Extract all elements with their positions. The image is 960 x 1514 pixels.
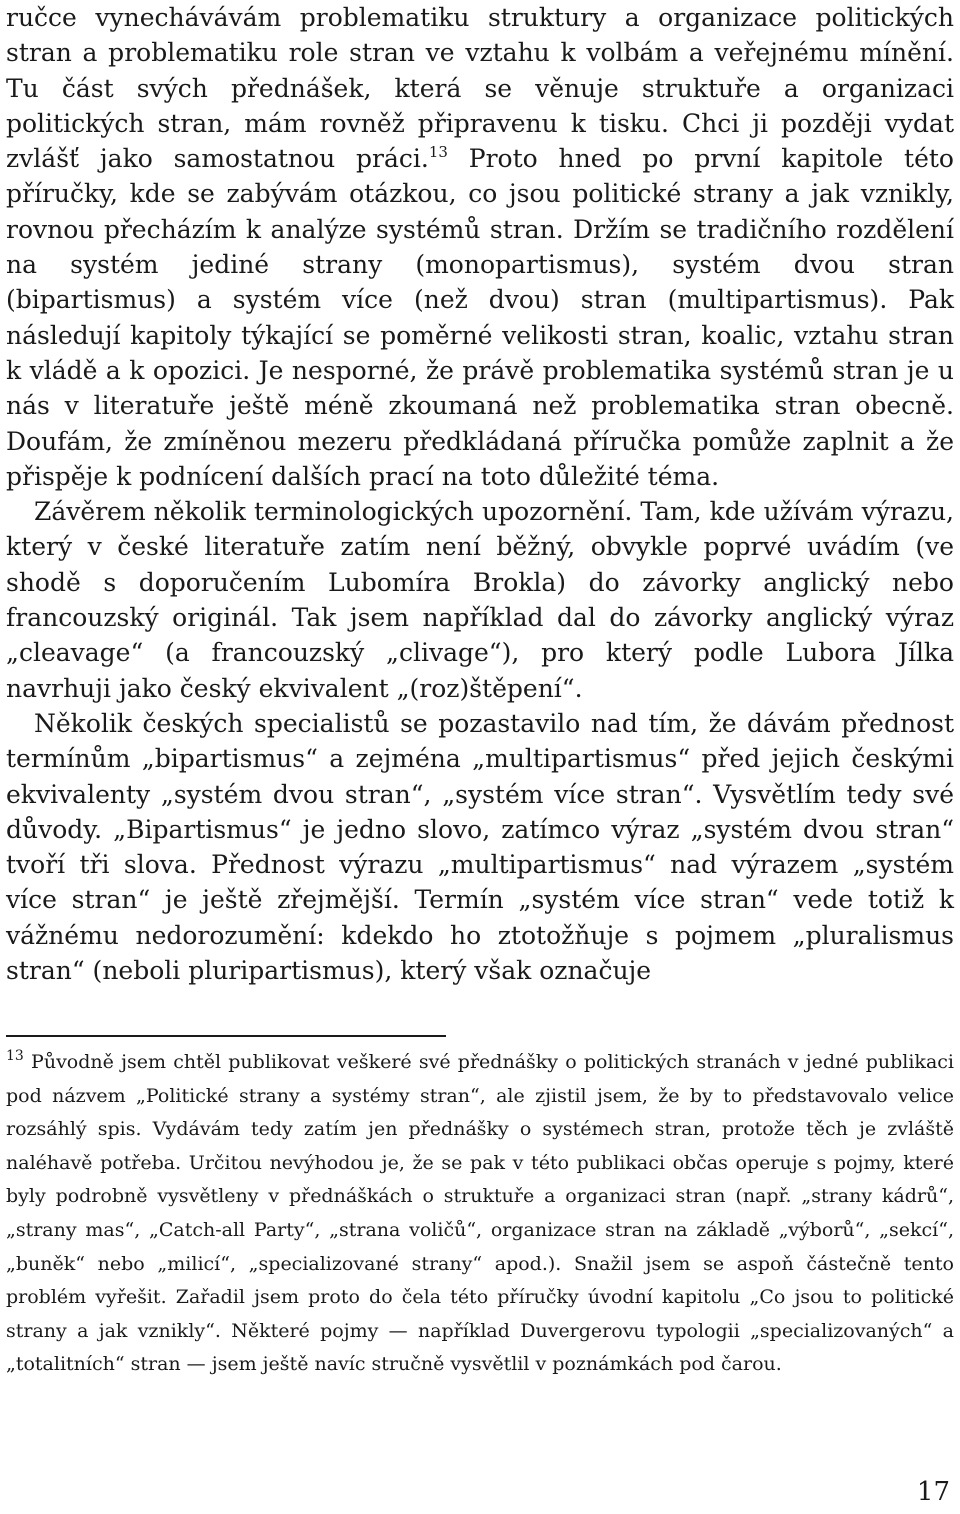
page-number: 17 [916, 1477, 950, 1507]
paragraph-3: Několik českých specialistů se pozastavilo nad tím, že dávám přednost termínům „bipartismus“ a zejména „multipartismus“ před jejich českými ekvivalenty „systém dvou stran“, „systém více stran“. Vysvětlím tedy své důvody. „Bipartismus“ je jedno slovo, zatímco výraz „systém dvou stran“ tvoří tři slova. Přednost výrazu „multipartismus“ nad výrazem „systém více stran“ je ještě zřejmější. Termín „systém více stran“ vede totiž k vážnému nedorozumění: kdekdo ho ztotožňuje s pojmem „pluralismus stran“ (neboli pluripartismus), který však označuje [6, 708, 954, 986]
main-text [6, 0, 954, 988]
paragraph-2: Závěrem několik terminologických upozornění. Tam, kde užívám výrazu, který v české literatuře zatím není běžný, obvykle poprvé uvádím (ve shodě s doporučením Lubomíra Brokla) do závorky anglický nebo francouzský originál. Tak jsem například dal do závorky anglický výraz „cleavage“ (a francouzský „clivage“), pro který podle Lubora Jílka navrhuji jako český ekvivalent „(roz)štěpení“. [6, 497, 954, 703]
footnote-reference[interactable]: 13 [428, 143, 448, 162]
footnote-number: 13 [6, 1048, 24, 1064]
footnote-paragraph [6, 1046, 954, 1382]
book-page [6, 0, 954, 1514]
paragraph-1-text-before-note: ručce vynechávávám problematiku struktury a organizace politických stran a problematiku role stran ve vztahu k volbám a veřejnému mínění. Tu část svých přednášek, která se věnuje struktuře a organizaci politických stran, mám rovněž připravenu k tisku. Chci ji později vydat zvlášť jako samostatnou práci. [6, 3, 954, 174]
footnote-text: Původně jsem chtěl publikovat veškeré své přednášky o politických stranách v jedné publikaci pod názvem „Politické strany a systémy stran“, ale zjistil jsem, že by to představovalo velice rozsáhlý spis. Vydávám tedy zatím jen přednášky o systémech stran, protože těch je zvláště naléhavě potřeba. Určitou nevýhodou je, že se pak v této publikaci občas operuje s pojmy, které byly podrobně vysvětleny v přednáškách o struktuře a organizaci stran (např. „strany kádrů“, „strany mas“, „Catch-all Party“, „strana voličů“, organizace stran na základě „výborů“, „sekcí“, „buněk“ nebo „milicí“, „specializované strany“ apod.). Snažil jsem se aspoň částečně tento problém vyřešit. Zařadil jsem proto do čela této příručky úvodní kapitolu „Co jsou to politické strany a jak vznikly“. Některé pojmy — například Duvergerovu typologii „specializovaných“ a „totalitních“ stran — jsem ještě navíc stručně vysvětlil v poznámkách pod čarou. [6, 1051, 954, 1376]
paragraph-1-text-after-note: Proto hned po první kapitole této příručky, kde se zabývám otázkou, co jsou politické strany a jak vznikly, rovnou přecházím k analýze systémů stran. Držím se tradičního rozdělení na systém jediné strany (monopartismus), systém dvou stran (bipartismus) a systém více (než dvou) stran (multipartismus). Pak následují kapitoly týkající se poměrné velikosti stran, koalic, vztahu stran k vládě a k opozici. Je nesporné, že právě problematika systémů stran je u nás v literatuře ještě méně zkoumaná než problematika stran obecně. Doufám, že zmíněnou mezeru předkládaná příručka pomůže zaplnit a že přispěje k podnícení dalších prací na toto důležité téma. [6, 144, 954, 491]
footnote [6, 1046, 954, 1382]
footnote-separator-rule [6, 1035, 446, 1037]
paragraph-1 [6, 0, 954, 494]
